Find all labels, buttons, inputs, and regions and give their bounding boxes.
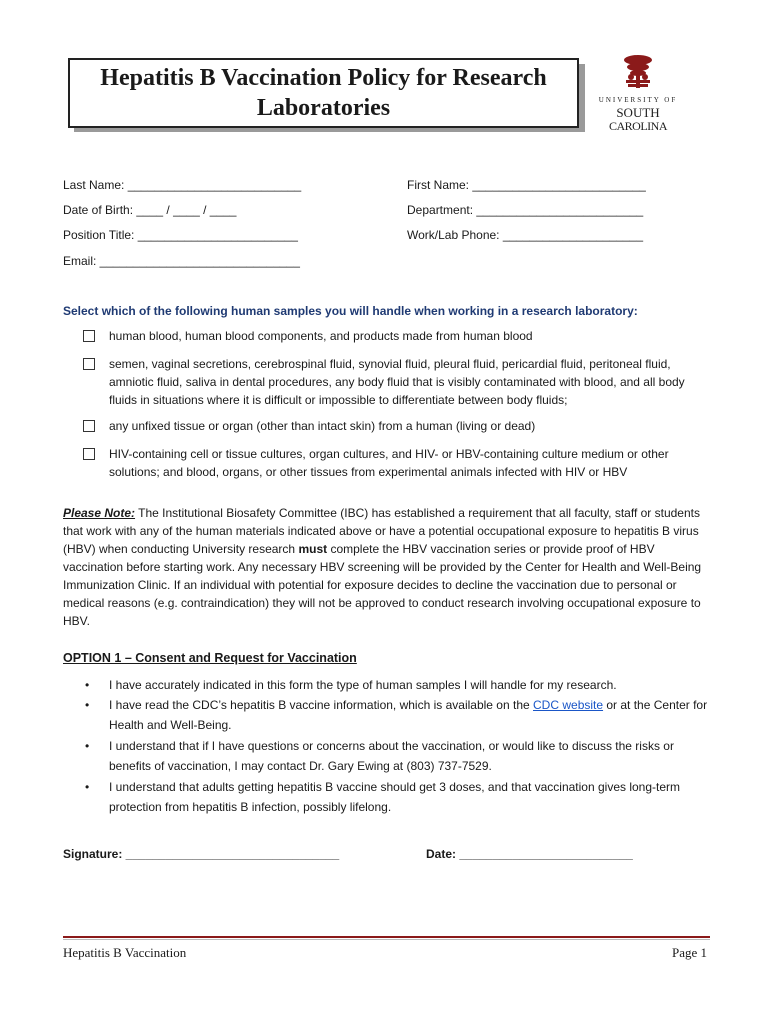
bullet-icon: • [85, 780, 90, 794]
first-name-field[interactable]: First Name: __________________________ [407, 178, 646, 192]
bullet-icon: • [85, 739, 90, 753]
option-1-heading: OPTION 1 – Consent and Request for Vaccination [63, 651, 357, 665]
checkbox[interactable] [83, 448, 95, 460]
title-line-2: Laboratories [256, 95, 391, 121]
samples-question-heading: Select which of the following human samples you will handle when working in a research laboratory: [63, 304, 638, 318]
sample-option-label: any unfixed tissue or organ (other than intact skin) from a human (living or dead) [109, 419, 536, 433]
date-of-birth-field[interactable]: Date of Birth: ____ / ____ / ____ [63, 203, 237, 217]
work-phone-field[interactable]: Work/Lab Phone: _____________________ [407, 228, 643, 242]
checkbox[interactable] [83, 358, 95, 370]
page-number: Page 1 [671, 945, 707, 960]
sample-option-label: human blood, human blood components, and products made from human blood [109, 329, 533, 343]
date-field[interactable]: Date: __________________________ [426, 847, 633, 861]
bullet-icon: • [85, 678, 90, 692]
logo-university-of: UNIVERSITY OF [598, 96, 678, 104]
please-note-paragraph [63, 504, 708, 630]
list-item-text: I understand that if I have questions or concerns about the vaccination, or would like to discuss the risks or benefits of vaccination, I may contact Dr. Gary Ewing at (803) 737-7529. [109, 739, 674, 773]
sample-option-label: HIV-containing cell or tissue cultures, organ cultures, and HIV- or HBV-containing culture medium or other solutions; and blood, organs, or other tissues from experimental animals infected with HIV or HBV [109, 447, 669, 479]
note-text-a: The Institutional Biosafety Committee (IBC) has established a requirement that all faculty, staff or students that work with any of the human materials indicated above or have a potential occupational exposure to hepatitis B virus (HBV) when conducting University research [63, 506, 700, 556]
bullet-icon: • [85, 698, 90, 712]
signature-field[interactable]: Signature: ________________________________ [63, 847, 340, 861]
logo-carolina: CAROLINA [609, 119, 667, 133]
email-field[interactable]: Email: ______________________________ [63, 254, 300, 268]
footer-rule-shadow [63, 939, 710, 940]
sample-option-label: semen, vaginal secretions, cerebrospinal fluid, synovial fluid, pleural fluid, pericardial fluid, peritoneal fluid, amniotic fluid, saliva in dental procedures, any body fluid that is visibly contaminated with blood, and all body fluids in situations where it is difficult or impossible to differentiate between body fluids; [109, 357, 685, 407]
note-text-b: complete the HBV vaccination series or provide proof of HBV vaccination before starting work. Any necessary HBV screening will be provided by the Center for Health and Well-Being Immunization Clinic. If an individual with potential for exposure decides to decline the vaccination due to personal or medical reasons (e.g. contraindication) they will not be approved to conduct research involving occupational exposure to HBV. [63, 542, 702, 628]
logo-south: SOUTH [616, 105, 660, 120]
title-line-1: Hepatitis B Vaccination Policy for Research [100, 65, 547, 91]
list-item-text: I have accurately indicated in this form the type of human samples I will handle for my research. [109, 678, 617, 692]
list-item-text-post: or at the Center for Health and Well-Being. [109, 698, 708, 732]
footer-rule [63, 936, 710, 938]
position-title-field[interactable]: Position Title: ________________________ [63, 228, 298, 242]
last-name-field[interactable]: Last Name: __________________________ [63, 178, 302, 192]
footer-title: Hepatitis B Vaccination [63, 945, 187, 960]
please-note-label: Please Note: [63, 506, 136, 520]
list-item-text [109, 695, 709, 735]
note-must: must [298, 542, 328, 556]
checkbox[interactable] [83, 330, 95, 342]
document-title [68, 58, 579, 128]
list-item-text: I understand that adults getting hepatitis B vaccine should get 3 doses, and that vaccination gives long-term protection from hepatitis B infection, possibly lifelong. [109, 780, 681, 814]
department-field[interactable]: Department: _________________________ [407, 203, 644, 217]
list-item-text-pre: I have read the CDC’s hepatitis B vaccine information, which is available on the [109, 698, 534, 712]
cdc-website-link[interactable]: CDC website [533, 698, 604, 712]
checkbox[interactable] [83, 420, 95, 432]
